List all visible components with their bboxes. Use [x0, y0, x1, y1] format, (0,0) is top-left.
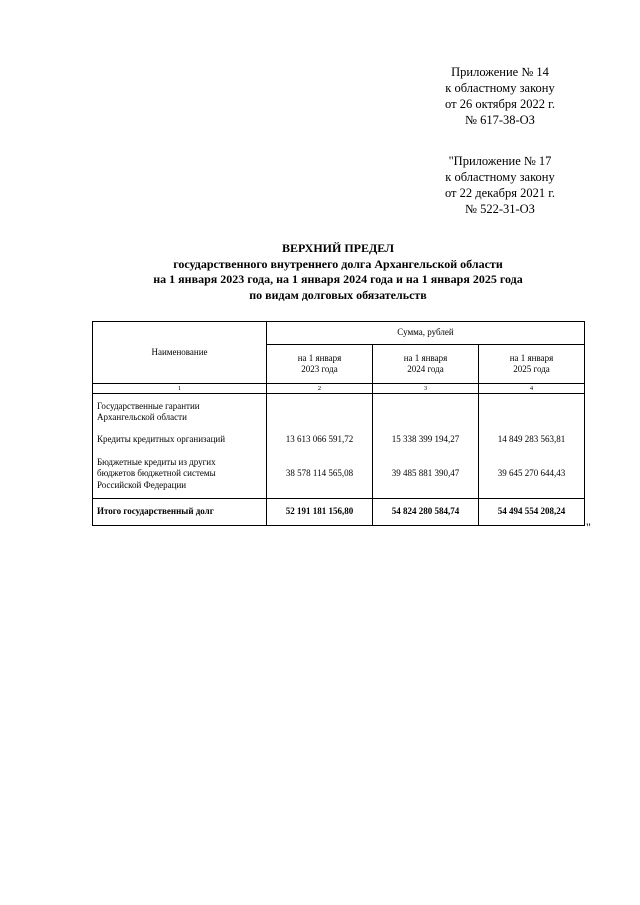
- year-line: 2025 года: [513, 364, 550, 374]
- closing-quote: ": [586, 520, 591, 534]
- annex-line: от 22 декабря 2021 г.: [444, 186, 556, 200]
- annex-reference-current: [420, 64, 580, 128]
- table-header-row: [93, 322, 585, 345]
- table-row-total: [93, 499, 585, 526]
- document-title: [92, 241, 584, 303]
- header-year-2025: [479, 345, 585, 384]
- column-number: 3: [373, 384, 479, 394]
- value-cell: 13 613 066 591,72: [267, 430, 373, 450]
- title-line: на 1 января 2023 года, на 1 января 2024 года и на 1 января 2025 года: [153, 272, 523, 286]
- row-name-cell: [93, 430, 267, 450]
- row-name-cell: [93, 450, 267, 499]
- annex-line: № 522-31-ОЗ: [465, 202, 535, 216]
- row-name-line: Бюджетные кредиты из других: [97, 456, 216, 467]
- year-line: на 1 января: [509, 352, 554, 363]
- value-cell: [479, 394, 585, 431]
- total-value-cell: 54 494 554 208,24: [479, 499, 585, 526]
- row-name-line: Архангельской области: [97, 412, 187, 422]
- value-cell: 39 645 270 644,43: [479, 450, 585, 499]
- column-number-row: [93, 384, 585, 394]
- header-name-cell: Наименование: [93, 322, 267, 384]
- total-value-cell: 52 191 181 156,80: [267, 499, 373, 526]
- table-row-budget-credits: [93, 450, 585, 499]
- title-line: по видам долговых обязательств: [249, 287, 427, 302]
- value-cell: 15 338 399 194,27: [373, 430, 479, 450]
- table-row-guarantees: [93, 394, 585, 431]
- row-name-line: бюджетов бюджетной системы: [97, 468, 216, 479]
- annex-reference-amended: [420, 153, 580, 217]
- value-cell: 39 485 881 390,47: [373, 450, 479, 499]
- annex-line: к областному закону: [445, 81, 555, 95]
- row-name-cell: [93, 394, 267, 431]
- annex-line: Приложение № 14: [451, 65, 549, 79]
- row-name-line: Кредиты кредитных организаций: [97, 434, 226, 445]
- value-cell: [373, 394, 479, 431]
- value-cell: 14 849 283 563,81: [479, 430, 585, 450]
- header-year-2023: [267, 345, 373, 384]
- annex-line: № 617-38-ОЗ: [465, 113, 535, 127]
- row-name-line: Государственные гарантии: [97, 400, 200, 411]
- column-number: 4: [479, 384, 585, 394]
- header-sum-cell: Сумма, рублей: [267, 322, 585, 345]
- year-line: на 1 января: [297, 352, 342, 363]
- debt-limit-table: [92, 321, 585, 526]
- column-number: 2: [267, 384, 373, 394]
- value-cell: [267, 394, 373, 431]
- header-year-2024: [373, 345, 479, 384]
- annex-line: от 26 октября 2022 г.: [445, 97, 555, 111]
- annex-line: "Приложение № 17: [448, 154, 552, 168]
- value-cell: 38 578 114 565,08: [267, 450, 373, 499]
- year-line: 2024 года: [407, 364, 444, 374]
- year-line: 2023 года: [301, 364, 338, 374]
- title-line: государственного внутреннего долга Архангельской области: [173, 256, 503, 271]
- year-line: на 1 января: [403, 352, 448, 363]
- title-line: ВЕРХНИЙ ПРЕДЕЛ: [281, 241, 395, 255]
- row-name-line: Российской Федерации: [97, 479, 187, 490]
- total-name-cell: Итого государственный долг: [93, 499, 267, 526]
- column-number: 1: [93, 384, 267, 394]
- table-row-bank-credits: [93, 430, 585, 450]
- total-value-cell: 54 824 280 584,74: [373, 499, 479, 526]
- annex-line: к областному закону: [445, 170, 555, 184]
